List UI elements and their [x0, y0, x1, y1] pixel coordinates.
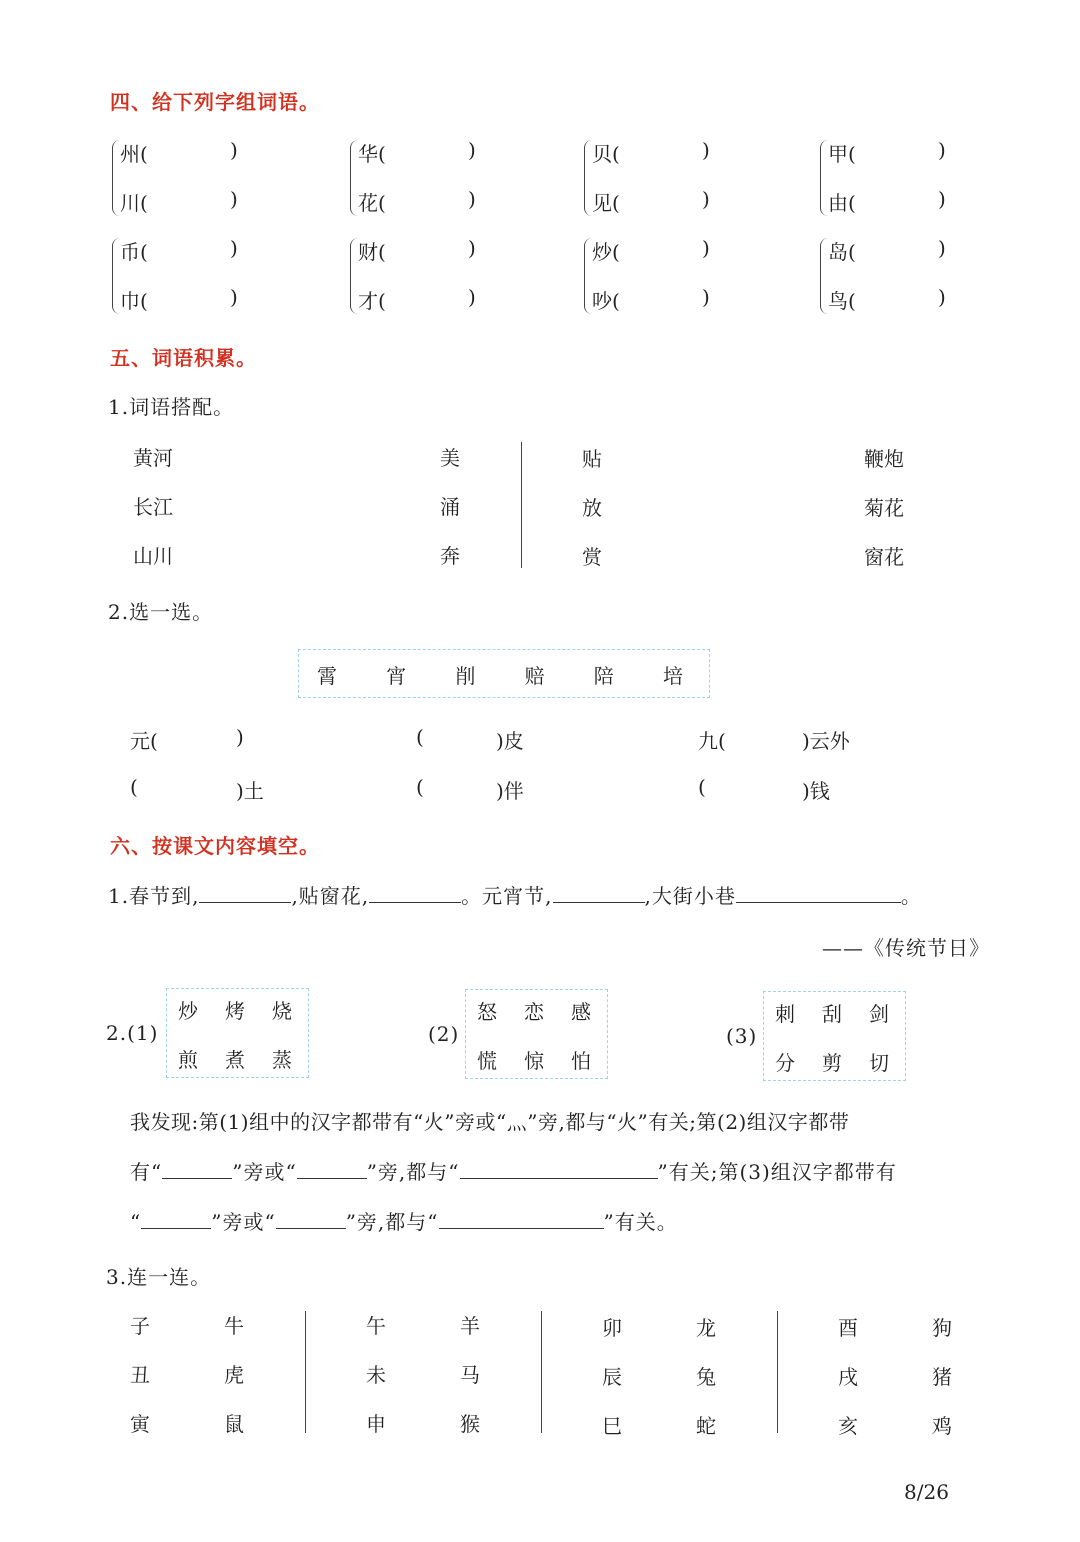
- group-brace: [112, 140, 120, 216]
- group-brace: [584, 140, 592, 216]
- close-paren: ): [230, 285, 238, 309]
- group-brace: [584, 238, 592, 314]
- page-number: 8/26: [904, 1480, 949, 1504]
- word-char-prompt: 花(: [358, 191, 386, 215]
- section-5-title: 五、词语积累。: [110, 346, 257, 370]
- fill-sentence-1: [108, 880, 922, 909]
- choice-char: 赔: [524, 664, 545, 688]
- word-answer-blank[interactable]: [858, 138, 934, 162]
- word-char-prompt: 巾(: [120, 289, 148, 313]
- answer-blank[interactable]: [162, 1160, 232, 1179]
- word-answer-blank[interactable]: [150, 285, 226, 309]
- radical-char: 烤: [225, 999, 245, 1023]
- word-char-prompt: 吵(: [592, 289, 620, 313]
- fill-suffix: )皮: [496, 729, 524, 753]
- match-left-verb[interactable]: 美: [440, 446, 460, 470]
- match-right-word[interactable]: 鞭炮: [864, 447, 904, 471]
- zodiac-animal[interactable]: 兔: [696, 1365, 716, 1389]
- group-2-label: (2): [428, 1022, 460, 1046]
- word-answer-blank[interactable]: [622, 138, 698, 162]
- radical-char: 分: [775, 1051, 795, 1075]
- zodiac-animal[interactable]: 羊: [460, 1314, 480, 1338]
- word-char-prompt: 才(: [358, 289, 386, 313]
- zodiac-animal[interactable]: 蛇: [696, 1414, 716, 1438]
- fill-prefix: (: [416, 725, 424, 749]
- zodiac-animal[interactable]: 猴: [460, 1412, 480, 1436]
- fill-answer-blank[interactable]: [726, 775, 796, 799]
- zodiac-animal[interactable]: 鼠: [224, 1412, 244, 1436]
- question-1-title: 1.词语搭配。: [108, 395, 235, 419]
- text-source: ——《传统节日》: [822, 936, 990, 960]
- group-brace: [350, 140, 358, 216]
- answer-blank[interactable]: [276, 1210, 346, 1229]
- radical-char: 慌: [477, 1049, 497, 1073]
- word-char-prompt: 贝(: [592, 142, 620, 166]
- close-paren: ): [702, 236, 710, 260]
- choice-box: [298, 649, 710, 698]
- close-paren: ): [938, 236, 946, 260]
- fill-answer-blank[interactable]: [158, 725, 228, 749]
- match-divider: [521, 442, 522, 568]
- radical-char: 惊: [524, 1049, 544, 1073]
- match-left-word[interactable]: 长江: [133, 495, 173, 519]
- radical-char: 怕: [571, 1049, 591, 1073]
- zodiac-divider: [305, 1311, 306, 1433]
- section-6-title: 六、按课文内容填空。: [110, 834, 320, 858]
- word-answer-blank[interactable]: [858, 236, 934, 260]
- discovery-text: ”旁,都与“: [345, 1210, 439, 1234]
- word-answer-blank[interactable]: [150, 187, 226, 211]
- word-char-prompt: 岛(: [828, 240, 856, 264]
- close-paren: ): [938, 187, 946, 211]
- match-right-verb[interactable]: 贴: [582, 447, 602, 471]
- word-answer-blank[interactable]: [622, 236, 698, 260]
- group-3-label: (3): [726, 1024, 758, 1048]
- zodiac-animal[interactable]: 猪: [932, 1365, 952, 1389]
- fill-answer-blank[interactable]: [444, 725, 514, 749]
- answer-blank[interactable]: [460, 1160, 658, 1179]
- fill-prefix: 九(: [698, 729, 726, 753]
- zodiac-branch[interactable]: 子: [130, 1314, 150, 1338]
- discovery-text: ”有关;第(3)组汉字都带有: [657, 1160, 897, 1184]
- word-char-prompt: 币(: [120, 240, 148, 264]
- word-char-prompt: 由(: [828, 191, 856, 215]
- fill-prefix: (: [130, 775, 138, 799]
- discovery-text: ”旁,都与“: [366, 1160, 460, 1184]
- word-char-prompt: 财(: [358, 240, 386, 264]
- radical-char: 感: [571, 1000, 591, 1024]
- choice-char: 陪: [593, 664, 614, 688]
- radical-char: 烧: [272, 999, 292, 1023]
- close-paren: ): [468, 138, 476, 162]
- match-right-word[interactable]: 菊花: [864, 496, 904, 520]
- close-paren: ): [230, 138, 238, 162]
- word-char-prompt: 炒(: [592, 240, 620, 264]
- zodiac-animal[interactable]: 虎: [224, 1363, 244, 1387]
- zodiac-animal[interactable]: 狗: [932, 1316, 952, 1340]
- discovery-text: “: [130, 1210, 142, 1234]
- word-answer-blank[interactable]: [622, 187, 698, 211]
- question-2-title: 2.选一选。: [108, 600, 214, 624]
- match-right-verb[interactable]: 放: [582, 496, 602, 520]
- close-paren: ): [702, 285, 710, 309]
- fill-answer-blank[interactable]: [158, 775, 228, 799]
- fill-answer-blank[interactable]: [444, 775, 514, 799]
- section-4-title: 四、给下列字组词语。: [110, 90, 320, 114]
- word-answer-blank[interactable]: [622, 285, 698, 309]
- radical-char: 刺: [775, 1002, 795, 1026]
- answer-blank[interactable]: [736, 884, 901, 903]
- fill-suffix: )土: [236, 779, 264, 803]
- match-left-word[interactable]: 山川: [133, 544, 173, 568]
- fill-suffix: )钱: [802, 779, 830, 803]
- discovery-text: 有“: [130, 1160, 163, 1184]
- radical-char: 蒸: [272, 1048, 292, 1072]
- close-paren: ): [702, 138, 710, 162]
- zodiac-branch[interactable]: 亥: [838, 1414, 858, 1438]
- fill-prefix: 元(: [130, 729, 158, 753]
- answer-blank[interactable]: [553, 884, 645, 903]
- answer-blank[interactable]: [369, 884, 461, 903]
- zodiac-divider: [777, 1311, 778, 1433]
- choice-char: 宵: [386, 664, 407, 688]
- radical-char: 切: [869, 1051, 889, 1075]
- discovery-line-1: 我发现:第(1)组中的汉字都带有“火”旁或“灬”旁,都与“火”有关;第(2)组汉字都带: [130, 1110, 850, 1134]
- radical-char: 剑: [869, 1002, 889, 1026]
- answer-blank[interactable]: [297, 1160, 367, 1179]
- word-char-prompt: 川(: [120, 191, 148, 215]
- close-paren: ): [230, 187, 238, 211]
- match-left-verb[interactable]: 涌: [440, 495, 460, 519]
- fill-suffix: )伴: [496, 779, 524, 803]
- radical-char: 炒: [178, 999, 198, 1023]
- fill-suffix: ): [236, 725, 244, 749]
- match-left-word[interactable]: 黄河: [133, 446, 173, 470]
- discovery-line-3: [130, 1206, 678, 1235]
- sentence-text: ,大街小巷: [644, 884, 736, 908]
- zodiac-animal[interactable]: 牛: [224, 1314, 244, 1338]
- zodiac-branch[interactable]: 丑: [130, 1363, 150, 1387]
- close-paren: ): [468, 187, 476, 211]
- sentence-text: 1.春节到,: [108, 884, 200, 908]
- answer-blank[interactable]: [439, 1210, 604, 1229]
- fill-answer-blank[interactable]: [726, 725, 796, 749]
- radical-char: 恋: [524, 1000, 544, 1024]
- zodiac-animal[interactable]: 龙: [696, 1316, 716, 1340]
- zodiac-animal[interactable]: 马: [460, 1363, 480, 1387]
- close-paren: ): [468, 236, 476, 260]
- word-char-prompt: 甲(: [828, 142, 856, 166]
- zodiac-branch[interactable]: 午: [366, 1314, 386, 1338]
- word-char-prompt: 见(: [592, 191, 620, 215]
- sentence-text: 。: [900, 884, 922, 908]
- word-answer-blank[interactable]: [388, 187, 464, 211]
- word-answer-blank[interactable]: [388, 236, 464, 260]
- close-paren: ): [938, 138, 946, 162]
- word-char-prompt: 州(: [120, 142, 148, 166]
- word-answer-blank[interactable]: [388, 285, 464, 309]
- word-char-prompt: 华(: [358, 142, 386, 166]
- zodiac-branch[interactable]: 巳: [602, 1414, 622, 1438]
- choice-char: 培: [662, 664, 683, 688]
- match-left-verb[interactable]: 奔: [440, 544, 460, 568]
- fill-suffix: )云外: [802, 729, 850, 753]
- close-paren: ): [938, 285, 946, 309]
- close-paren: ): [230, 236, 238, 260]
- zodiac-branch[interactable]: 卯: [602, 1316, 622, 1340]
- discovery-text: ”旁或“: [211, 1210, 276, 1234]
- discovery-line-2: [130, 1156, 897, 1185]
- group-brace: [820, 140, 828, 216]
- choice-char: 霄: [317, 664, 337, 688]
- answer-blank[interactable]: [199, 884, 291, 903]
- close-paren: ): [468, 285, 476, 309]
- group-brace: [350, 238, 358, 314]
- sentence-text: ,贴窗花,: [291, 884, 370, 908]
- question-3-title: 3.连一连。: [106, 1265, 212, 1289]
- zodiac-branch[interactable]: 未: [366, 1363, 386, 1387]
- word-char-prompt: 鸟(: [828, 289, 856, 313]
- word-answer-blank[interactable]: [150, 138, 226, 162]
- zodiac-branch[interactable]: 寅: [130, 1412, 150, 1436]
- close-paren: ): [702, 187, 710, 211]
- match-right-verb[interactable]: 赏: [582, 545, 602, 569]
- fill-prefix: (: [698, 775, 706, 799]
- sentence-text: 。元宵节,: [461, 884, 553, 908]
- radical-char: 煮: [225, 1048, 245, 1072]
- word-answer-blank[interactable]: [858, 187, 934, 211]
- radical-char: 刮: [822, 1002, 842, 1026]
- zodiac-branch[interactable]: 戌: [838, 1365, 858, 1389]
- fill-prefix: (: [416, 775, 424, 799]
- word-answer-blank[interactable]: [858, 285, 934, 309]
- radical-char: 怒: [477, 1000, 497, 1024]
- group-brace: [820, 238, 828, 314]
- answer-blank[interactable]: [141, 1210, 211, 1229]
- radical-char: 煎: [178, 1048, 198, 1072]
- choice-char: 削: [455, 664, 476, 688]
- zodiac-branch[interactable]: 申: [366, 1412, 386, 1436]
- word-answer-blank[interactable]: [388, 138, 464, 162]
- zodiac-divider: [541, 1311, 542, 1433]
- question-2-label: 2.(1): [106, 1021, 159, 1045]
- zodiac-branch[interactable]: 酉: [838, 1316, 858, 1340]
- zodiac-animal[interactable]: 鸡: [932, 1414, 952, 1438]
- group-brace: [112, 238, 120, 314]
- discovery-text: ”旁或“: [232, 1160, 297, 1184]
- word-answer-blank[interactable]: [150, 236, 226, 260]
- zodiac-branch[interactable]: 辰: [602, 1365, 622, 1389]
- discovery-text: ”有关。: [603, 1210, 678, 1234]
- match-right-word[interactable]: 窗花: [864, 545, 904, 569]
- radical-char: 剪: [822, 1051, 842, 1075]
